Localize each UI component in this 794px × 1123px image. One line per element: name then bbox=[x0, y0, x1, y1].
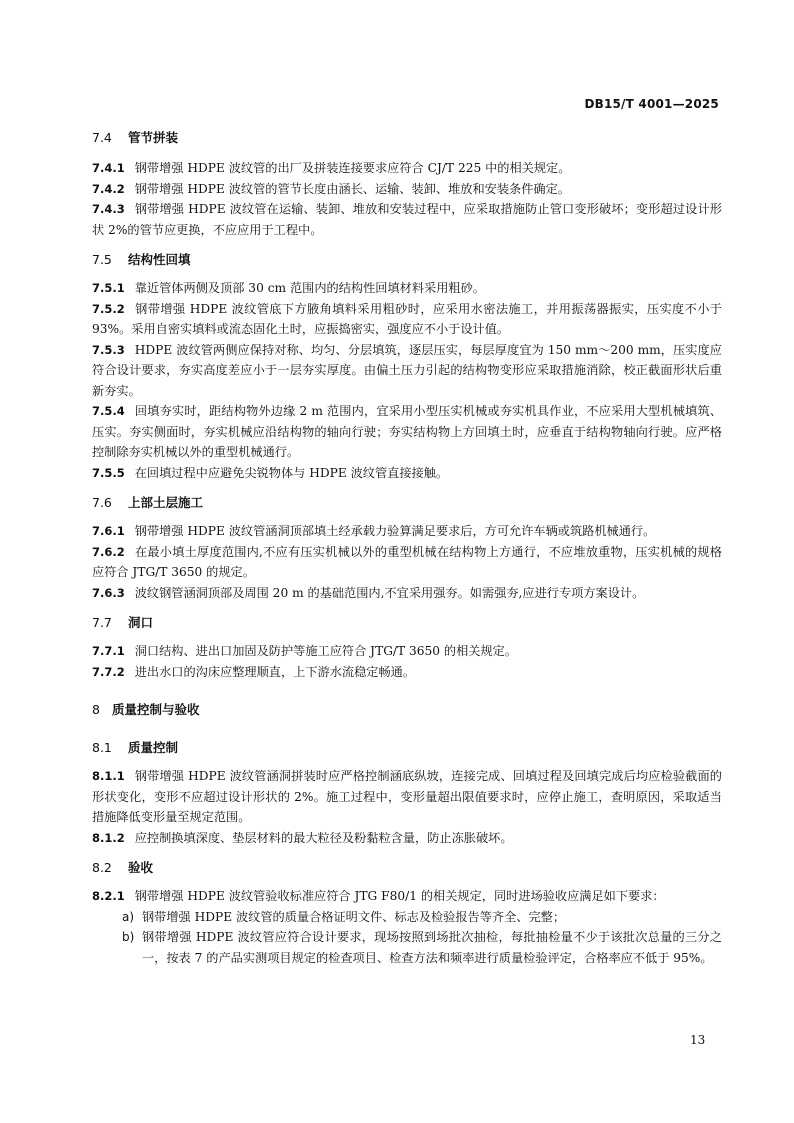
clause-text: 钢带增强 HDPE 波纹管涵洞拼装时应严格控制涵底纵坡，连接完成、回填过程及回填完成后均应检验截面的形状变化，变形不应超过设计形状的 2%。施工过程中，变形量超出限值要求时，应停止施工，查明原因，采取适当措施降低变形量至规定范围。 bbox=[92, 769, 722, 824]
clause-8-1-1 bbox=[92, 766, 722, 828]
clause-text: 应控制换填深度、垫层材料的最大粒径及粉黏粒含量，防止冻胀破坏。 bbox=[134, 830, 513, 845]
clause-number: 7.5.5 bbox=[92, 465, 125, 480]
clause-text: 回填夯实时，距结构物外边缘 2 m 范围内，宜采用小型压实机械或夯实机具作业，不应采用大型机械填筑、压实。夯实侧面时，夯实机械应沿结构物的轴向行驶；夯实结构物上方回填土时，应垂直于结构物轴向行驶。应严格控制除夯实机械以外的重型机械通行。 bbox=[92, 404, 722, 459]
chapter-heading-8 bbox=[92, 700, 722, 720]
list-item-b bbox=[92, 927, 722, 968]
clause-7-5-1 bbox=[92, 278, 722, 299]
clause-7-5-4 bbox=[92, 401, 722, 463]
clause-text: 钢带增强 HDPE 波纹管在运输、装卸、堆放和安装过程中，应采取措施防止管口变形破坏；变形超过设计形状 2%的管节应更换，不应应用于工程中。 bbox=[92, 202, 722, 237]
clause-number: 7.5.2 bbox=[92, 301, 125, 316]
clause-7-4-3 bbox=[92, 199, 722, 240]
section-number: 7.7 bbox=[92, 615, 112, 630]
section-title: 上部土层施工 bbox=[128, 495, 204, 510]
clause-7-6-2 bbox=[92, 542, 722, 583]
clause-text: HDPE 波纹管两侧应保持对称、均匀、分层填筑，逐层压实，每层厚度宜为 150 mm～200 mm，压实度应符合设计要求，夯实高度差应小于一层夯实厚度。由偏土压力引起的结构物变形应采取措施消除，校正截面形状后重新夯实。 bbox=[92, 342, 722, 398]
clause-text: 钢带增强 HDPE 波纹管的管节长度由涵长、运输、装卸、堆放和安装条件确定。 bbox=[134, 181, 570, 196]
clause-number: 8.1.2 bbox=[92, 830, 125, 845]
clause-7-5-5 bbox=[92, 463, 722, 484]
list-text: 钢带增强 HDPE 波纹管的质量合格证明文件、标志及检验报告等齐全、完整； bbox=[142, 909, 566, 924]
list-item-a bbox=[92, 907, 722, 928]
list-text: 钢带增强 HDPE 波纹管应符合设计要求，现场按照到场批次抽检，每批抽检量不少于该批次总量的三分之一，按表 7 的产品实测项目规定的检查项目、检查方法和频率进行质量检验评定，合格率应不低于 95%。 bbox=[142, 930, 722, 965]
section-heading-8-2 bbox=[92, 858, 722, 878]
clause-number: 7.5.3 bbox=[92, 342, 125, 357]
section-title: 验收 bbox=[128, 860, 154, 875]
section-number: 8.2 bbox=[92, 860, 112, 875]
clause-number: 7.7.1 bbox=[92, 644, 125, 658]
clause-number: 8.2.1 bbox=[92, 889, 125, 903]
clause-number: 7.4.3 bbox=[92, 202, 125, 216]
clause-number: 7.7.2 bbox=[92, 664, 125, 679]
clause-8-2-1 bbox=[92, 886, 722, 907]
clause-7-4-2 bbox=[92, 179, 722, 200]
section-number: 8.1 bbox=[92, 740, 112, 755]
clause-number: 7.6.1 bbox=[92, 524, 125, 538]
clause-number: 7.6.2 bbox=[92, 544, 125, 559]
chapter-number: 8 bbox=[92, 702, 100, 717]
clause-text: 钢带增强 HDPE 波纹管底下方腋角填料采用粗砂时，应采用水密法施工，并用振荡器振实，压实度不小于 93%。采用自密实填料或流态固化土时，应振捣密实，强度应不小于设计值。 bbox=[92, 301, 722, 336]
clause-text: 进出水口的沟床应整理顺直，上下游水流稳定畅通。 bbox=[134, 664, 416, 679]
clause-text: 靠近管体两侧及顶部 30 cm 范围内的结构性回填材料采用粗砂。 bbox=[134, 281, 485, 295]
clause-number: 7.5.4 bbox=[92, 404, 125, 418]
clause-8-1-2 bbox=[92, 828, 722, 849]
clause-text: 钢带增强 HDPE 波纹管涵洞顶部填土经承载力验算满足要求后，方可允许车辆或筑路机械通行。 bbox=[134, 524, 656, 538]
section-title: 结构性回填 bbox=[128, 252, 191, 267]
clause-number: 7.5.1 bbox=[92, 281, 125, 295]
clause-text: 在回填过程中应避免尖锐物体与 HDPE 波纹管直接接触。 bbox=[134, 465, 449, 480]
section-number: 7.4 bbox=[92, 130, 112, 145]
section-title: 洞口 bbox=[128, 615, 154, 630]
clause-7-4-1 bbox=[92, 158, 722, 179]
clause-text: 在最小填土厚度范围内,不应有压实机械以外的重型机械在结构物上方通行，不应堆放重物，压实机械的规格应符合 JTG/T 3650 的规定。 bbox=[92, 544, 722, 579]
clause-7-5-2 bbox=[92, 299, 722, 340]
section-title: 管节拼装 bbox=[128, 130, 179, 145]
section-number: 7.6 bbox=[92, 495, 112, 510]
chapter-title: 质量控制与验收 bbox=[112, 702, 200, 717]
clause-number: 8.1.1 bbox=[92, 769, 125, 783]
clause-7-5-3 bbox=[92, 340, 722, 402]
page-number: 13 bbox=[690, 1033, 706, 1047]
section-title: 质量控制 bbox=[128, 740, 179, 755]
list-label: a) bbox=[122, 909, 135, 924]
clause-text: 钢带增强 HDPE 波纹管的出厂及拼装连接要求应符合 CJ/T 225 中的相关规定。 bbox=[134, 161, 571, 175]
clause-number: 7.4.2 bbox=[92, 181, 125, 196]
clause-text: 钢带增强 HDPE 波纹管验收标准应符合 JTG F80/1 的相关规定，同时进场验收应满足如下要求： bbox=[134, 889, 665, 903]
clause-7-7-2 bbox=[92, 662, 722, 683]
clause-text: 波纹钢管涵洞顶部及周围 20 m 的基础范围内,不宜采用强夯。如需强夯,应进行专项方案设计。 bbox=[134, 585, 645, 600]
clause-text: 洞口结构、进出口加固及防护等施工应符合 JTG/T 3650 的相关规定。 bbox=[134, 644, 518, 658]
section-heading-7-7 bbox=[92, 613, 722, 633]
clause-number: 7.6.3 bbox=[92, 585, 125, 600]
section-heading-7-5 bbox=[92, 250, 722, 270]
clause-7-7-1 bbox=[92, 641, 722, 662]
document-code: DB15/T 4001—2025 bbox=[584, 97, 719, 111]
page-content bbox=[92, 128, 722, 968]
section-heading-7-6 bbox=[92, 493, 722, 513]
section-heading-7-4 bbox=[92, 128, 722, 148]
clause-7-6-1 bbox=[92, 521, 722, 542]
section-heading-8-1 bbox=[92, 738, 722, 758]
clause-7-6-3 bbox=[92, 583, 722, 604]
clause-number: 7.4.1 bbox=[92, 161, 125, 175]
section-number: 7.5 bbox=[92, 252, 112, 267]
list-label: b) bbox=[122, 930, 135, 944]
